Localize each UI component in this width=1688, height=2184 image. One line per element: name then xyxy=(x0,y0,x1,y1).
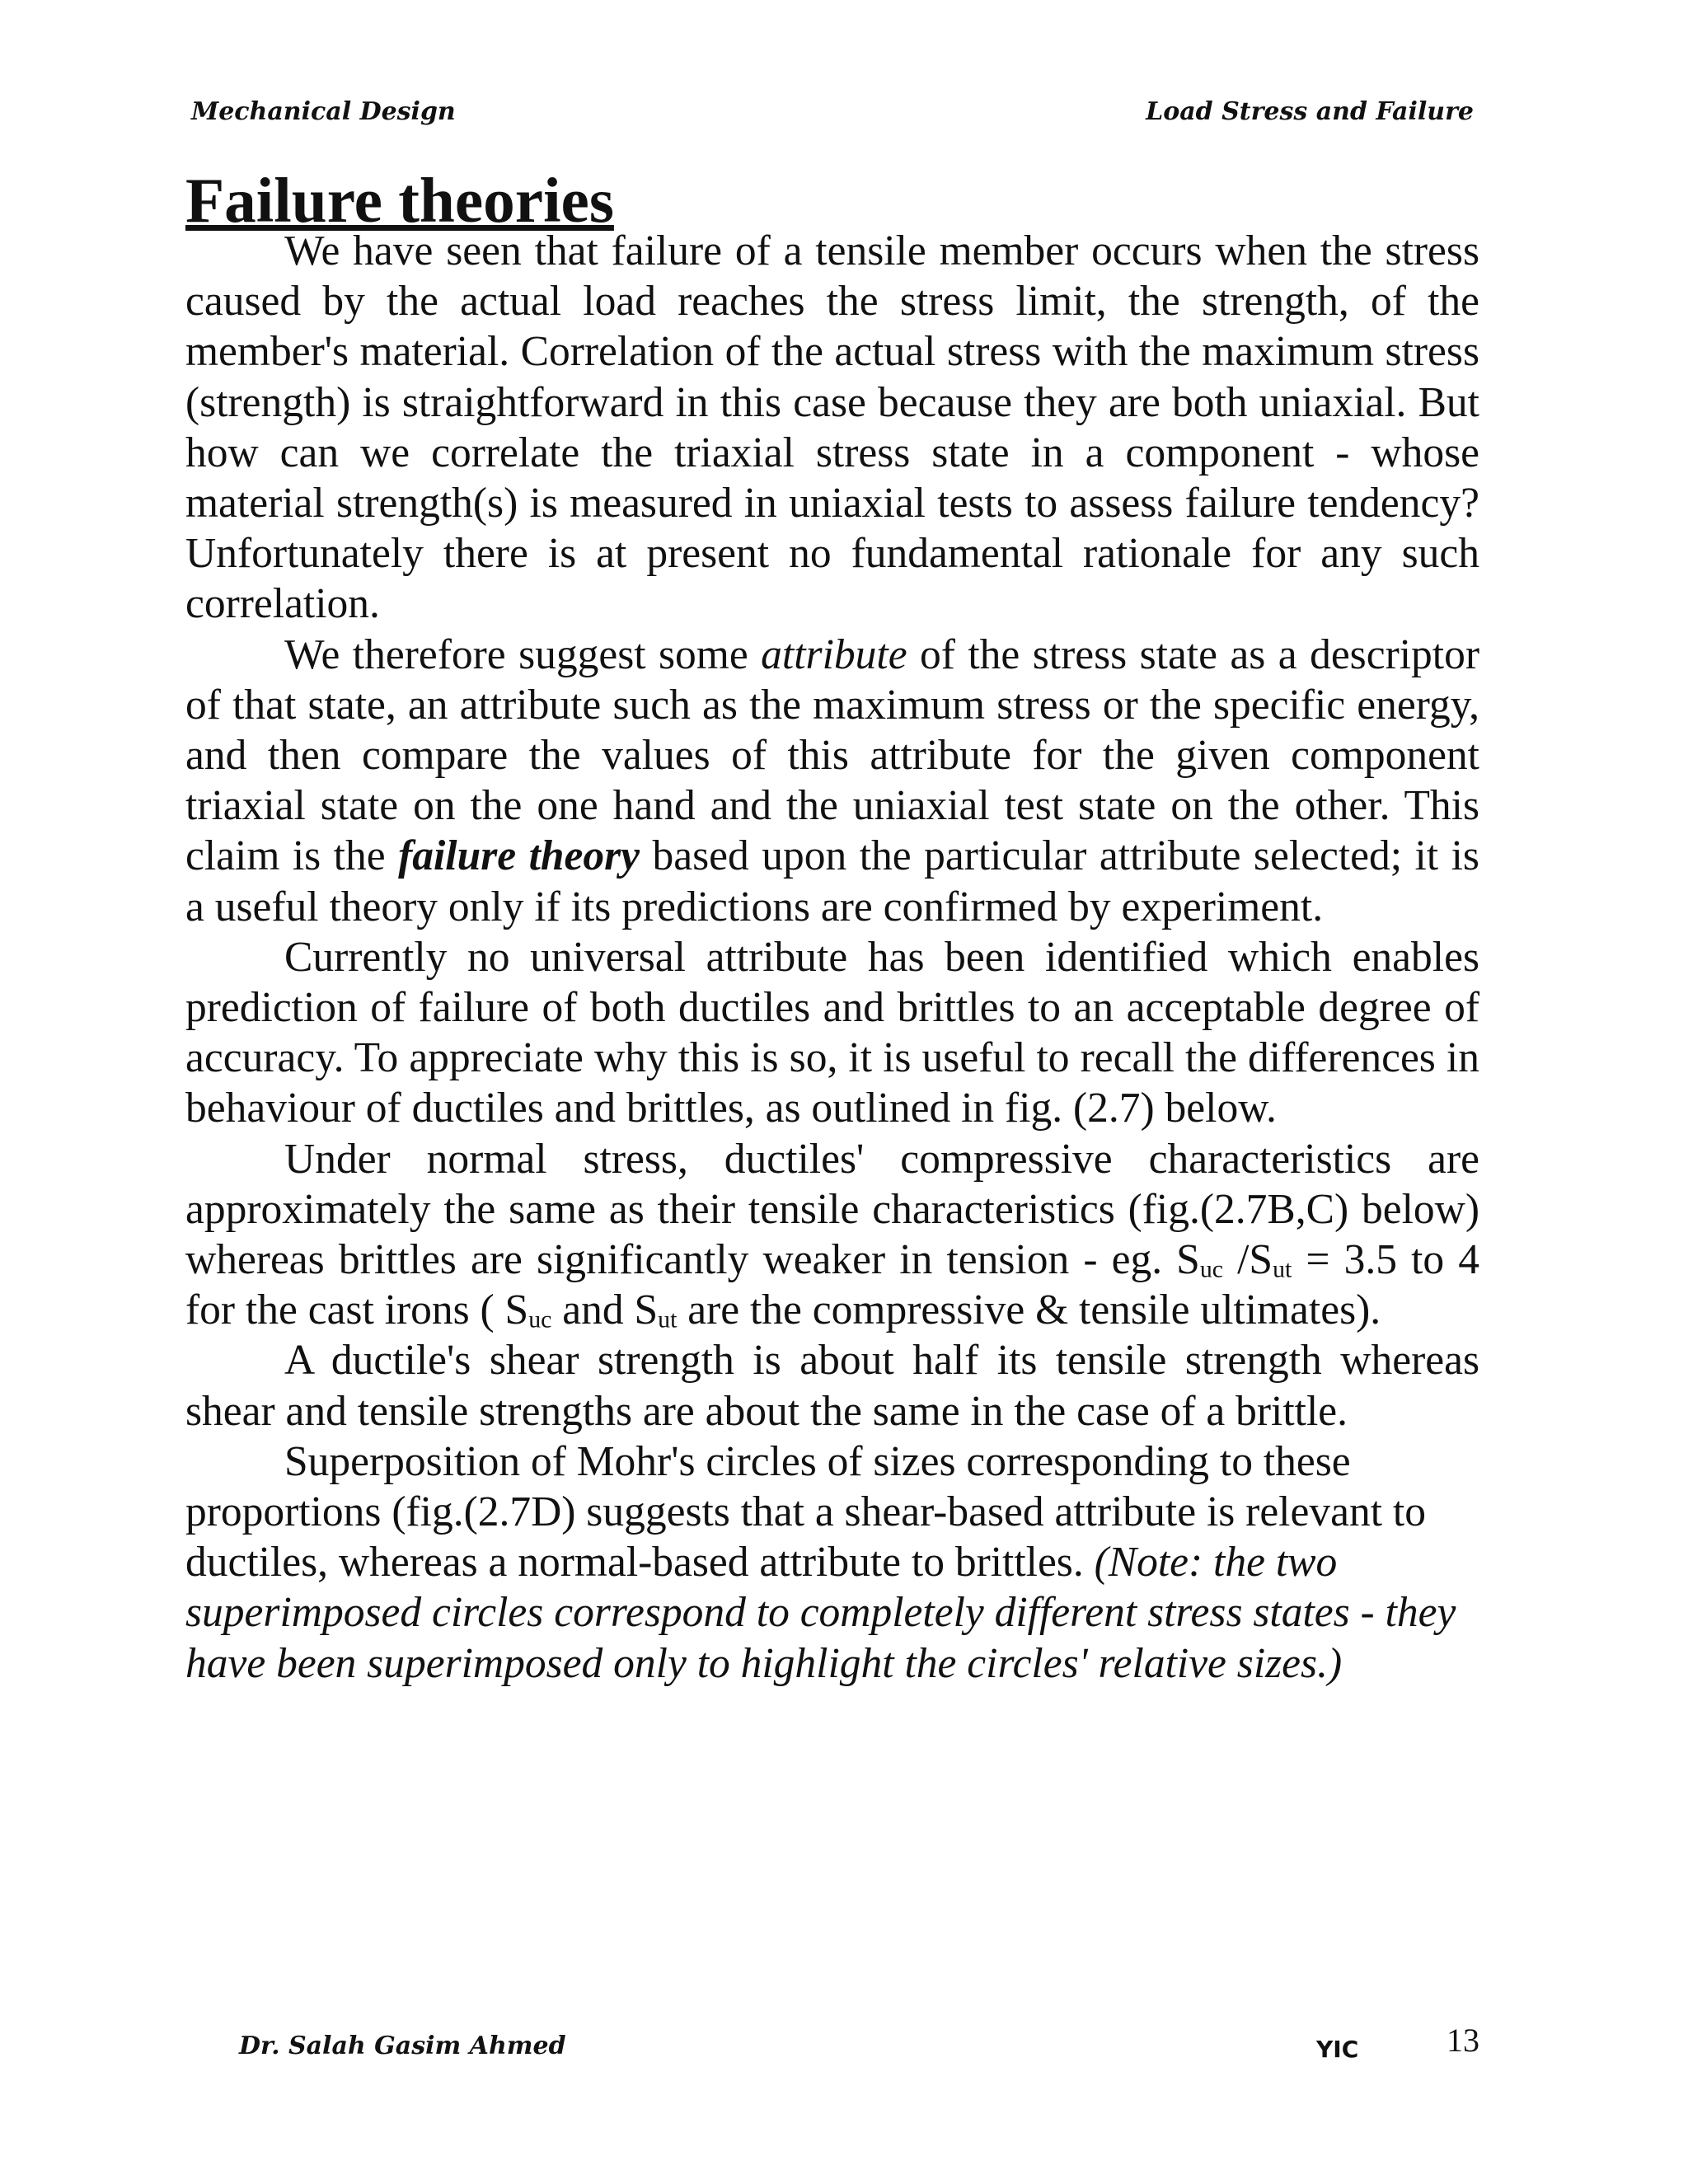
paragraph-6 xyxy=(185,1436,1479,1689)
paragraph-1: We have seen that failure of a tensile member occurs when the stress caused by the actual load reaches the stress limit, the strength, of the member's material. Correlation of the actual stress with the maximum stress (strength) is straightforward in this case because they are both uniaxial. But how can we correlate the triaxial stress state in a component - whose material strength(s) is measured in uniaxial tests to assess failure tendency? Unfortunately there is at present no fundamental rationale for any such correlation. xyxy=(185,227,1479,628)
subscript-uc: uc xyxy=(1199,1255,1224,1283)
footer-institution: YIC xyxy=(1316,2036,1359,2063)
subscript-uc-2: uc xyxy=(528,1305,552,1333)
running-header-right: Load Stress and Failure xyxy=(1146,97,1474,126)
page-number: 13 xyxy=(1447,2022,1479,2059)
paragraph-2-text-b: of the stress state as a descriptor of that state, an attribute such as the maximum stress or the specific energy, and then compare the values of this attribute for the given component triaxial state on the one hand and the uniaxial test state on the other. This claim is the xyxy=(185,630,1479,880)
subscript-ut-2: ut xyxy=(658,1305,678,1333)
paragraph-4-text-c: = 3.5 to 4 for the cast irons ( S xyxy=(185,1236,1479,1334)
paragraph-2-text-c: based upon the particular attribute selected; it is a useful theory only if its predictions are confirmed by experiment. xyxy=(185,832,1479,930)
note-text: (Note: the two superimposed circles correspond to completely different stress states - they have been superimposed only to highlight the circles' relative sizes.) xyxy=(185,1539,1456,1687)
body-content xyxy=(185,165,1479,1689)
paragraph-4-text-b: /S xyxy=(1223,1236,1273,1284)
paragraph-4-text-e: are the compressive & tensile ultimates). xyxy=(677,1286,1381,1334)
paragraph-2-text-a: We therefore suggest some xyxy=(284,630,762,678)
paragraph-6-text: Superposition of Mohr's circles of sizes corresponding to these proportions (fig.(2.7D) suggests that a shear-based attribute is relevant to ductiles, whereas a normal-based attribute to brittles. xyxy=(185,1437,1426,1586)
failure-theory-term: failure theory xyxy=(398,832,640,880)
section-heading: Failure theories xyxy=(185,165,614,236)
paragraph-4-text-a: Under normal stress, ductiles' compressive characteristics are approximately the same as their tensile characteristics (fig.(2.7B,C) below) whereas brittles are significantly weaker in tension - eg. S xyxy=(185,1135,1479,1284)
paragraph-2 xyxy=(185,630,1479,932)
attribute-term: attribute xyxy=(761,630,907,678)
paragraph-4 xyxy=(185,1134,1479,1336)
running-header-left: Mechanical Design xyxy=(191,97,456,126)
paragraph-4-text-d: and S xyxy=(551,1286,659,1334)
footer-author: Dr. Salah Gasim Ahmed xyxy=(239,2032,566,2060)
paragraph-5: A ductile's shear strength is about half its tensile strength whereas shear and tensile strengths are about the same in the case of a brittle. xyxy=(185,1337,1479,1435)
subscript-ut: ut xyxy=(1273,1255,1292,1283)
paragraph-3: Currently no universal attribute has been identified which enables prediction of failure of both ductiles and brittles to an acceptable degree of accuracy. To appreciate why this is so, it is useful to recall the differences in behaviour of ductiles and brittles, as outlined in fig. (2.7) below. xyxy=(185,933,1479,1132)
